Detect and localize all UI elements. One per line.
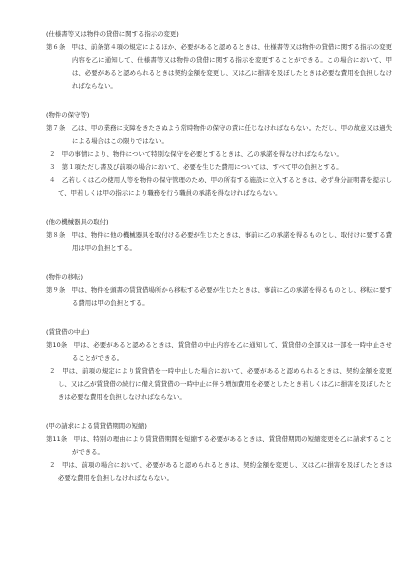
clause-text: ２ 甲の事情により、物件について特別な保守を必要とするときは、乙の承諾を得なければならない。	[49, 150, 343, 158]
article-text: 第８条 甲は、物件に他の機械器具を取付ける必要が生じたときは、事前に乙の承諾を得るものとし、取付けに要する費用は甲の負担とする。	[46, 231, 392, 252]
article-text: 第10条 甲は、必要があると認めるときは、賃貸借の中止内容を乙に通知して、賃貸借の全部又は一部を一時中止させることができる。	[46, 341, 392, 362]
section	[46, 28, 392, 93]
clause-text: ２ 甲は、前項の規定により賃貸借を一時中止した場合において、必要があると認められるときは、契約金額を変更し、又は乙が賃貸借の続行に備え賃貸借の一時中止に伴う増加費用を必要としたとき若しくは乙に損害を及ぼしたときは必要な費用を負担しなければならない。	[49, 367, 392, 401]
section	[46, 109, 392, 200]
clause-text: ３ 第１項ただし書及び前項の場合において、必要を生じた費用については、すべて甲の負担とする。	[49, 163, 343, 171]
section	[46, 271, 392, 310]
section-heading: (物件の移転)	[46, 273, 83, 281]
section	[46, 326, 392, 404]
section-heading: (賃貸借の中止)	[46, 328, 90, 336]
section	[46, 216, 392, 255]
article-text: 第６条 甲は、前条第４項の規定によるほか、必要があると認めるときは、仕様書等又は物件の貸借に関する指示の変更内容を乙に通知して、仕様書等又は物件の貸借に関する指示を変更することができる。この場合において、甲は、必要があると認められるときは契約金額を変更し、又は乙に損害を及ぼしたときは必要な費用を負担しなければならない。	[46, 43, 392, 90]
article-text: 第11条 甲は、特別の理由により賃貸借期間を短縮する必要があるときは、賃貸借期間の短縮変更を乙に請求することができる。	[46, 435, 392, 456]
section-heading: (物件の保守等)	[46, 111, 90, 119]
section-heading: (他の機械器具の取付)	[46, 218, 109, 226]
section-heading: (仕様書等又は物件の貸借に関する指示の変更)	[46, 30, 179, 38]
article-text: 第７条 乙は、甲の業務に支障をきたさぬよう常時物件の保守の責に任じなければならない。ただし、甲の故意又は過失による場合はこの限りではない。	[46, 124, 392, 145]
article-text: 第９条 甲は、物件を頭書の賃貸借場所から移転する必要が生じたときは、事前に乙の承諾を得るものとし、移転に要する費用は甲の負担とする。	[46, 286, 392, 307]
clause-text: ４ 乙若しくは乙の使用人等を物件の保守管理のため、甲の所有する施設に立入するときは、必ず身分証明書を提示して、甲若しくは甲の指示により職務を行う職員の承諾を得なければならない。	[49, 176, 392, 197]
clause-text: ２ 甲は、前項の場合において、必要があると認められるときは、契約金額を変更し、又は乙に損害を及ぼしたときは必要な費用を負担しなければならない。	[49, 461, 392, 482]
section	[46, 420, 392, 485]
section-heading: (甲の請求による賃貸借期間の短縮)	[46, 422, 147, 430]
